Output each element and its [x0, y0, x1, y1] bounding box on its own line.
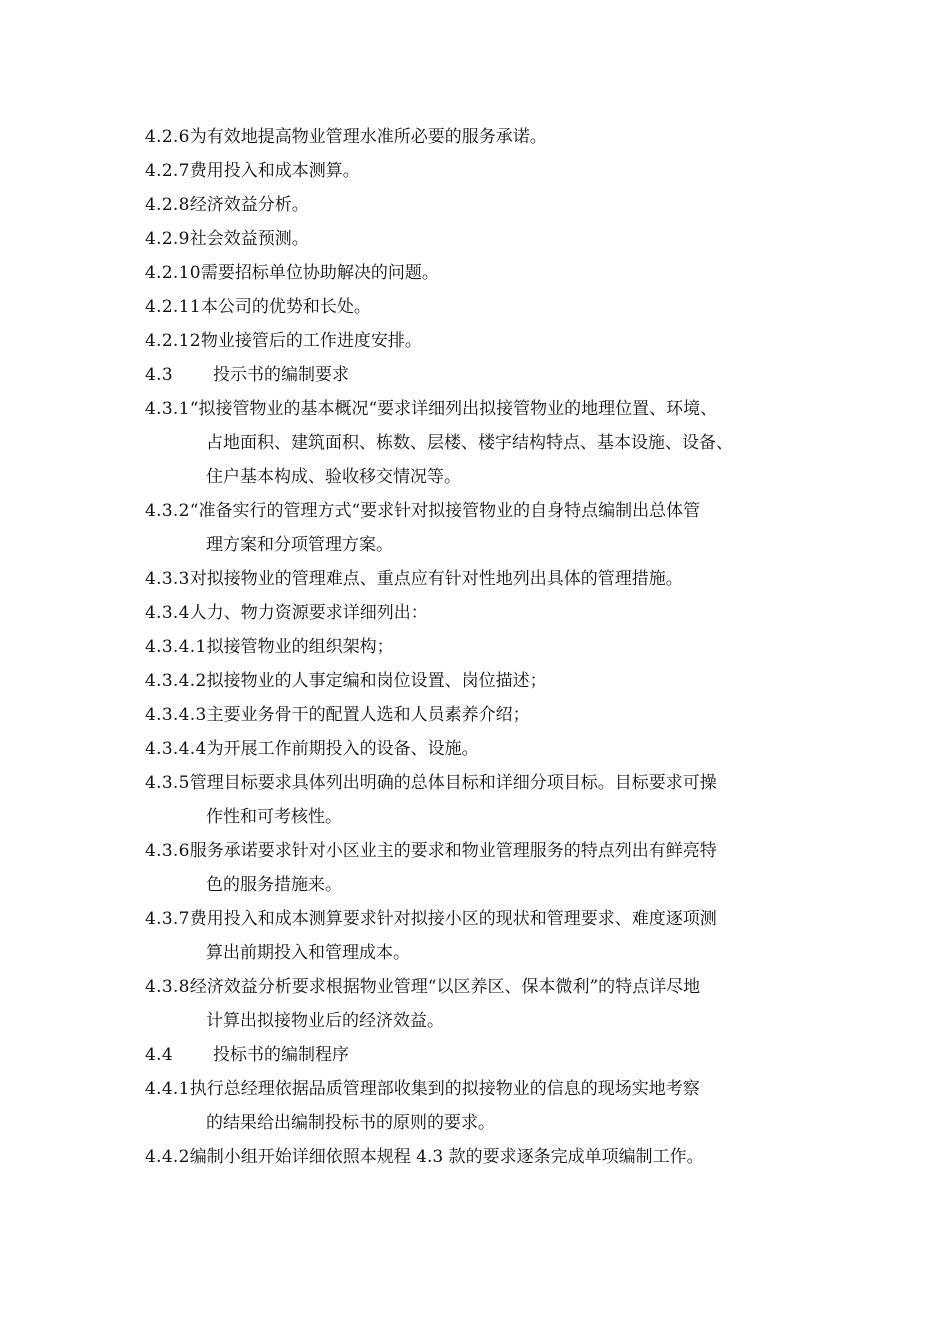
clause-text: 主要业务骨干的配置人选和人员素养介绍； [206, 705, 530, 725]
clause-number: 4.3.3 [145, 569, 190, 589]
clause-text-continuation: 作性和可考核性。 [206, 807, 342, 827]
clause-item [145, 494, 835, 562]
clause-number: 4.3.4.2 [145, 671, 207, 691]
clause-text: 对拟接物业的管理难点、重点应有针对性地列出具体的管理措施。 [189, 569, 683, 589]
clause-text: 拟接管物业的组织架构； [206, 637, 394, 657]
clause-item [145, 324, 835, 358]
clause-item [145, 120, 835, 154]
clause-number: 4.2.7 [145, 161, 190, 181]
clause-text: 拟接物业的人事定编和岗位设置、岗位描述； [206, 671, 547, 691]
clause-text-continuation: 算出前期投入和管理成本。 [206, 943, 410, 963]
clause-text-continuation: 理方案和分项管理方案。 [206, 535, 393, 555]
clause-item [145, 562, 835, 596]
clause-number: 4.3.5 [145, 773, 190, 793]
clause-number: 4.2.11 [145, 297, 201, 317]
clause-text: 需要招标单位协助解决的问题。 [200, 263, 439, 283]
clause-number: 4.3.6 [145, 841, 190, 861]
clause-text: 编制小组开始详细依照本规程 4.3 款的要求逐条完成单项编制工作。 [189, 1147, 704, 1167]
clause-number: 4.3.4.1 [145, 637, 207, 657]
clause-text: 执行总经理依据品质管理部收集到的拟接物业的信息的现场实地考察 [189, 1079, 700, 1099]
clause-item [145, 222, 835, 256]
clause-text-continuation: 占地面积、建筑面积、栋数、层楼、楼宇结构特点、基本设施、设备、 [206, 433, 733, 453]
clause-text: 服务承诺要求针对小区业主的要求和物业管理服务的特点列出有鲜亮特 [189, 841, 717, 861]
clause-item [145, 664, 835, 698]
clause-text: 本公司的优势和长处。 [200, 297, 371, 317]
clause-item [145, 630, 835, 664]
clause-number: 4.3.4 [145, 603, 190, 623]
clause-item [145, 1038, 835, 1072]
clause-number: 4.2.6 [145, 127, 190, 147]
clause-item [145, 358, 835, 392]
clause-number: 4.2.12 [145, 331, 201, 351]
clause-text: 投标书的编制程序 [213, 1045, 349, 1065]
clause-item [145, 834, 835, 902]
clause-number: 4.3.8 [145, 977, 190, 997]
clause-number: 4.3.4.4 [145, 739, 207, 759]
clause-text-continuation: 计算出拟接物业后的经济效益。 [206, 1011, 444, 1031]
clause-item [145, 1072, 835, 1140]
clause-number: 4.3.1 [145, 399, 190, 419]
clause-item [145, 732, 835, 766]
clause-item [145, 596, 835, 630]
clause-item [145, 766, 835, 834]
clause-text: 经济效益分析要求根据物业管理“以区养区、保本微利”的特点详尽地 [189, 977, 701, 997]
clause-text: “准备实行的管理方式“要求针对拟接管物业的自身特点编制出总体管 [189, 501, 701, 521]
clause-number: 4.2.9 [145, 229, 190, 249]
clause-number: 4.2.8 [145, 195, 190, 215]
clause-item [145, 970, 835, 1038]
clause-number: 4.3.4.3 [145, 705, 207, 725]
clause-number: 4.4 [145, 1045, 173, 1065]
clause-number: 4.3 [145, 365, 173, 385]
clause-item [145, 1140, 835, 1174]
clause-text: 人力、物力资源要求详细列出： [189, 603, 428, 623]
clause-item [145, 290, 835, 324]
clause-item [145, 392, 835, 494]
clause-item [145, 256, 835, 290]
clause-text: 物业接管后的工作进度安排。 [200, 331, 422, 351]
clause-text: 为有效地提高物业管理水准所必要的服务承诺。 [189, 127, 547, 147]
clause-text: 费用投入和成本测算。 [189, 161, 360, 181]
clause-number: 4.3.2 [145, 501, 190, 521]
clause-text: 投示书的编制要求 [213, 365, 349, 385]
clause-text: 管理目标要求具体列出明确的总体目标和详细分项目标。目标要求可操 [189, 773, 717, 793]
clause-item [145, 188, 835, 222]
clause-text-continuation: 色的服务措施来。 [206, 875, 342, 895]
clause-text-continuation: 住户基本构成、验收移交情况等。 [206, 467, 461, 487]
clause-number: 4.4.2 [145, 1147, 190, 1167]
clause-text: 为开展工作前期投入的设备、设施。 [206, 739, 479, 759]
document-body [145, 120, 835, 1174]
clause-text: 社会效益预测。 [189, 229, 309, 249]
clause-text: 费用投入和成本测算要求针对拟接小区的现状和管理要求、难度逐项测 [189, 909, 717, 929]
clause-number: 4.3.7 [145, 909, 190, 929]
clause-item [145, 902, 835, 970]
clause-text: “拟接管物业的基本概况“要求详细列出拟接管物业的地理位置、环境、 [189, 399, 718, 419]
clause-number: 4.4.1 [145, 1079, 190, 1099]
clause-item [145, 698, 835, 732]
clause-text: 经济效益分析。 [189, 195, 309, 215]
clause-number: 4.2.10 [145, 263, 201, 283]
clause-text-continuation: 的结果给出编制投标书的原则的要求。 [206, 1113, 495, 1133]
clause-item [145, 154, 835, 188]
